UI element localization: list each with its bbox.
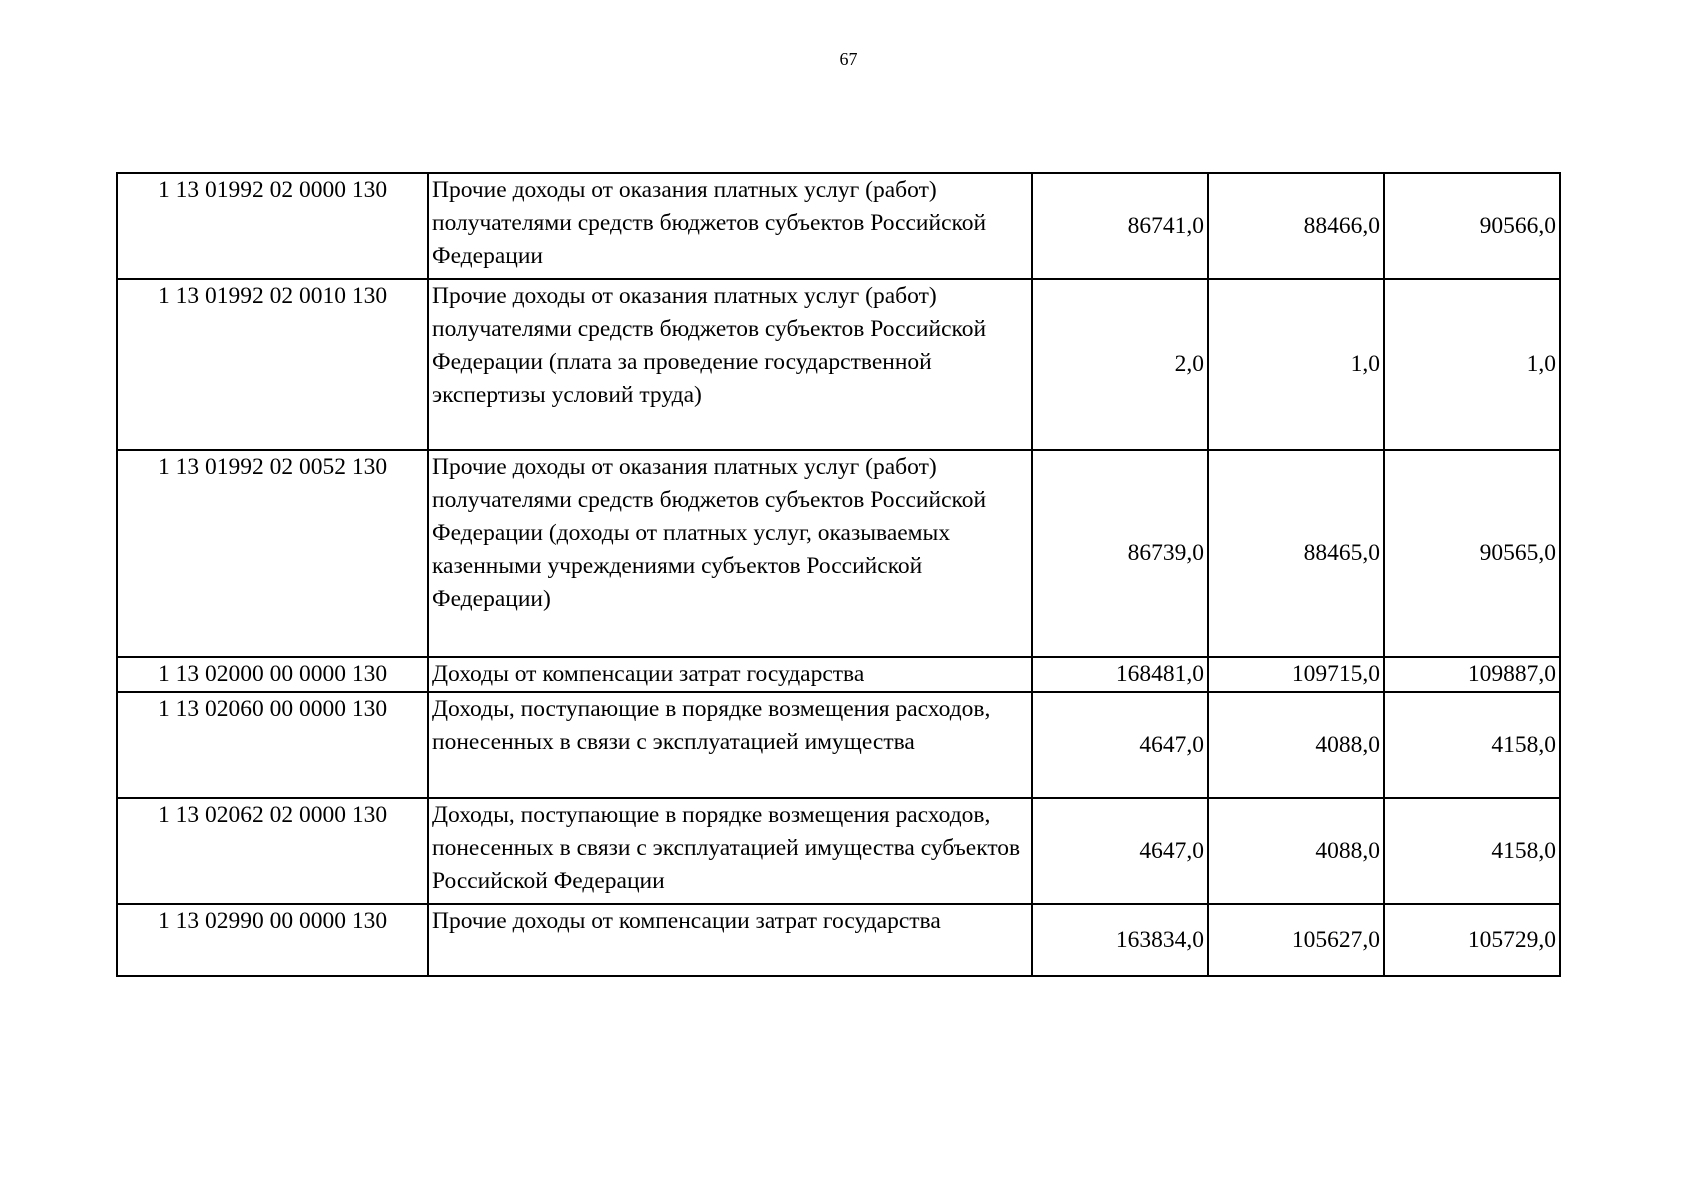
table-row [117,279,1560,450]
revenue-name: Прочие доходы от оказания платных услуг (работ) получателями средств бюджетов субъектов Российской Федерации (плата за проведение государственной экспертизы условий труда) [428,279,1032,450]
value-year-2: 109715,0 [1208,657,1384,692]
value-year-3: 4158,0 [1384,692,1560,798]
revenue-code: 1 13 01992 02 0000 130 [117,173,428,279]
revenue-code: 1 13 02060 00 0000 130 [117,692,428,798]
revenue-code: 1 13 02062 02 0000 130 [117,798,428,904]
table-row [117,692,1560,798]
value-year-2: 88465,0 [1208,450,1384,657]
value-year-1: 86741,0 [1032,173,1208,279]
table-row [117,173,1560,279]
value-year-3: 105729,0 [1384,904,1560,976]
revenue-name: Прочие доходы от оказания платных услуг (работ) получателями средств бюджетов субъектов Российской Федерации (доходы от платных услуг, оказываемых казенными учреждениями субъектов Российской Федерации) [428,450,1032,657]
table-row [117,798,1560,904]
value-year-1: 86739,0 [1032,450,1208,657]
revenue-code: 1 13 01992 02 0052 130 [117,450,428,657]
value-year-1: 4647,0 [1032,692,1208,798]
revenue-code: 1 13 01992 02 0010 130 [117,279,428,450]
value-year-1: 4647,0 [1032,798,1208,904]
value-year-2: 88466,0 [1208,173,1384,279]
revenue-name: Доходы от компенсации затрат государства [428,657,1032,692]
value-year-3: 90565,0 [1384,450,1560,657]
value-year-2: 4088,0 [1208,798,1384,904]
page-number: 67 [839,49,858,69]
revenue-name: Доходы, поступающие в порядке возмещения расходов, понесенных в связи с эксплуатацией имущества [428,692,1032,798]
value-year-3: 90566,0 [1384,173,1560,279]
value-year-2: 105627,0 [1208,904,1384,976]
revenue-name: Доходы, поступающие в порядке возмещения расходов, понесенных в связи с эксплуатацией имущества субъектов Российской Федерации [428,798,1032,904]
revenue-code: 1 13 02990 00 0000 130 [117,904,428,976]
value-year-3: 1,0 [1384,279,1560,450]
value-year-1: 163834,0 [1032,904,1208,976]
value-year-1: 2,0 [1032,279,1208,450]
value-year-2: 4088,0 [1208,692,1384,798]
table-row [117,450,1560,657]
value-year-1: 168481,0 [1032,657,1208,692]
revenue-code: 1 13 02000 00 0000 130 [117,657,428,692]
revenue-name: Прочие доходы от оказания платных услуг (работ) получателями средств бюджетов субъектов Российской Федерации [428,173,1032,279]
value-year-2: 1,0 [1208,279,1384,450]
revenue-name: Прочие доходы от компенсации затрат государства [428,904,1032,976]
value-year-3: 109887,0 [1384,657,1560,692]
table-row [117,904,1560,976]
table-row [117,657,1560,692]
revenue-table [116,172,1561,977]
value-year-3: 4158,0 [1384,798,1560,904]
